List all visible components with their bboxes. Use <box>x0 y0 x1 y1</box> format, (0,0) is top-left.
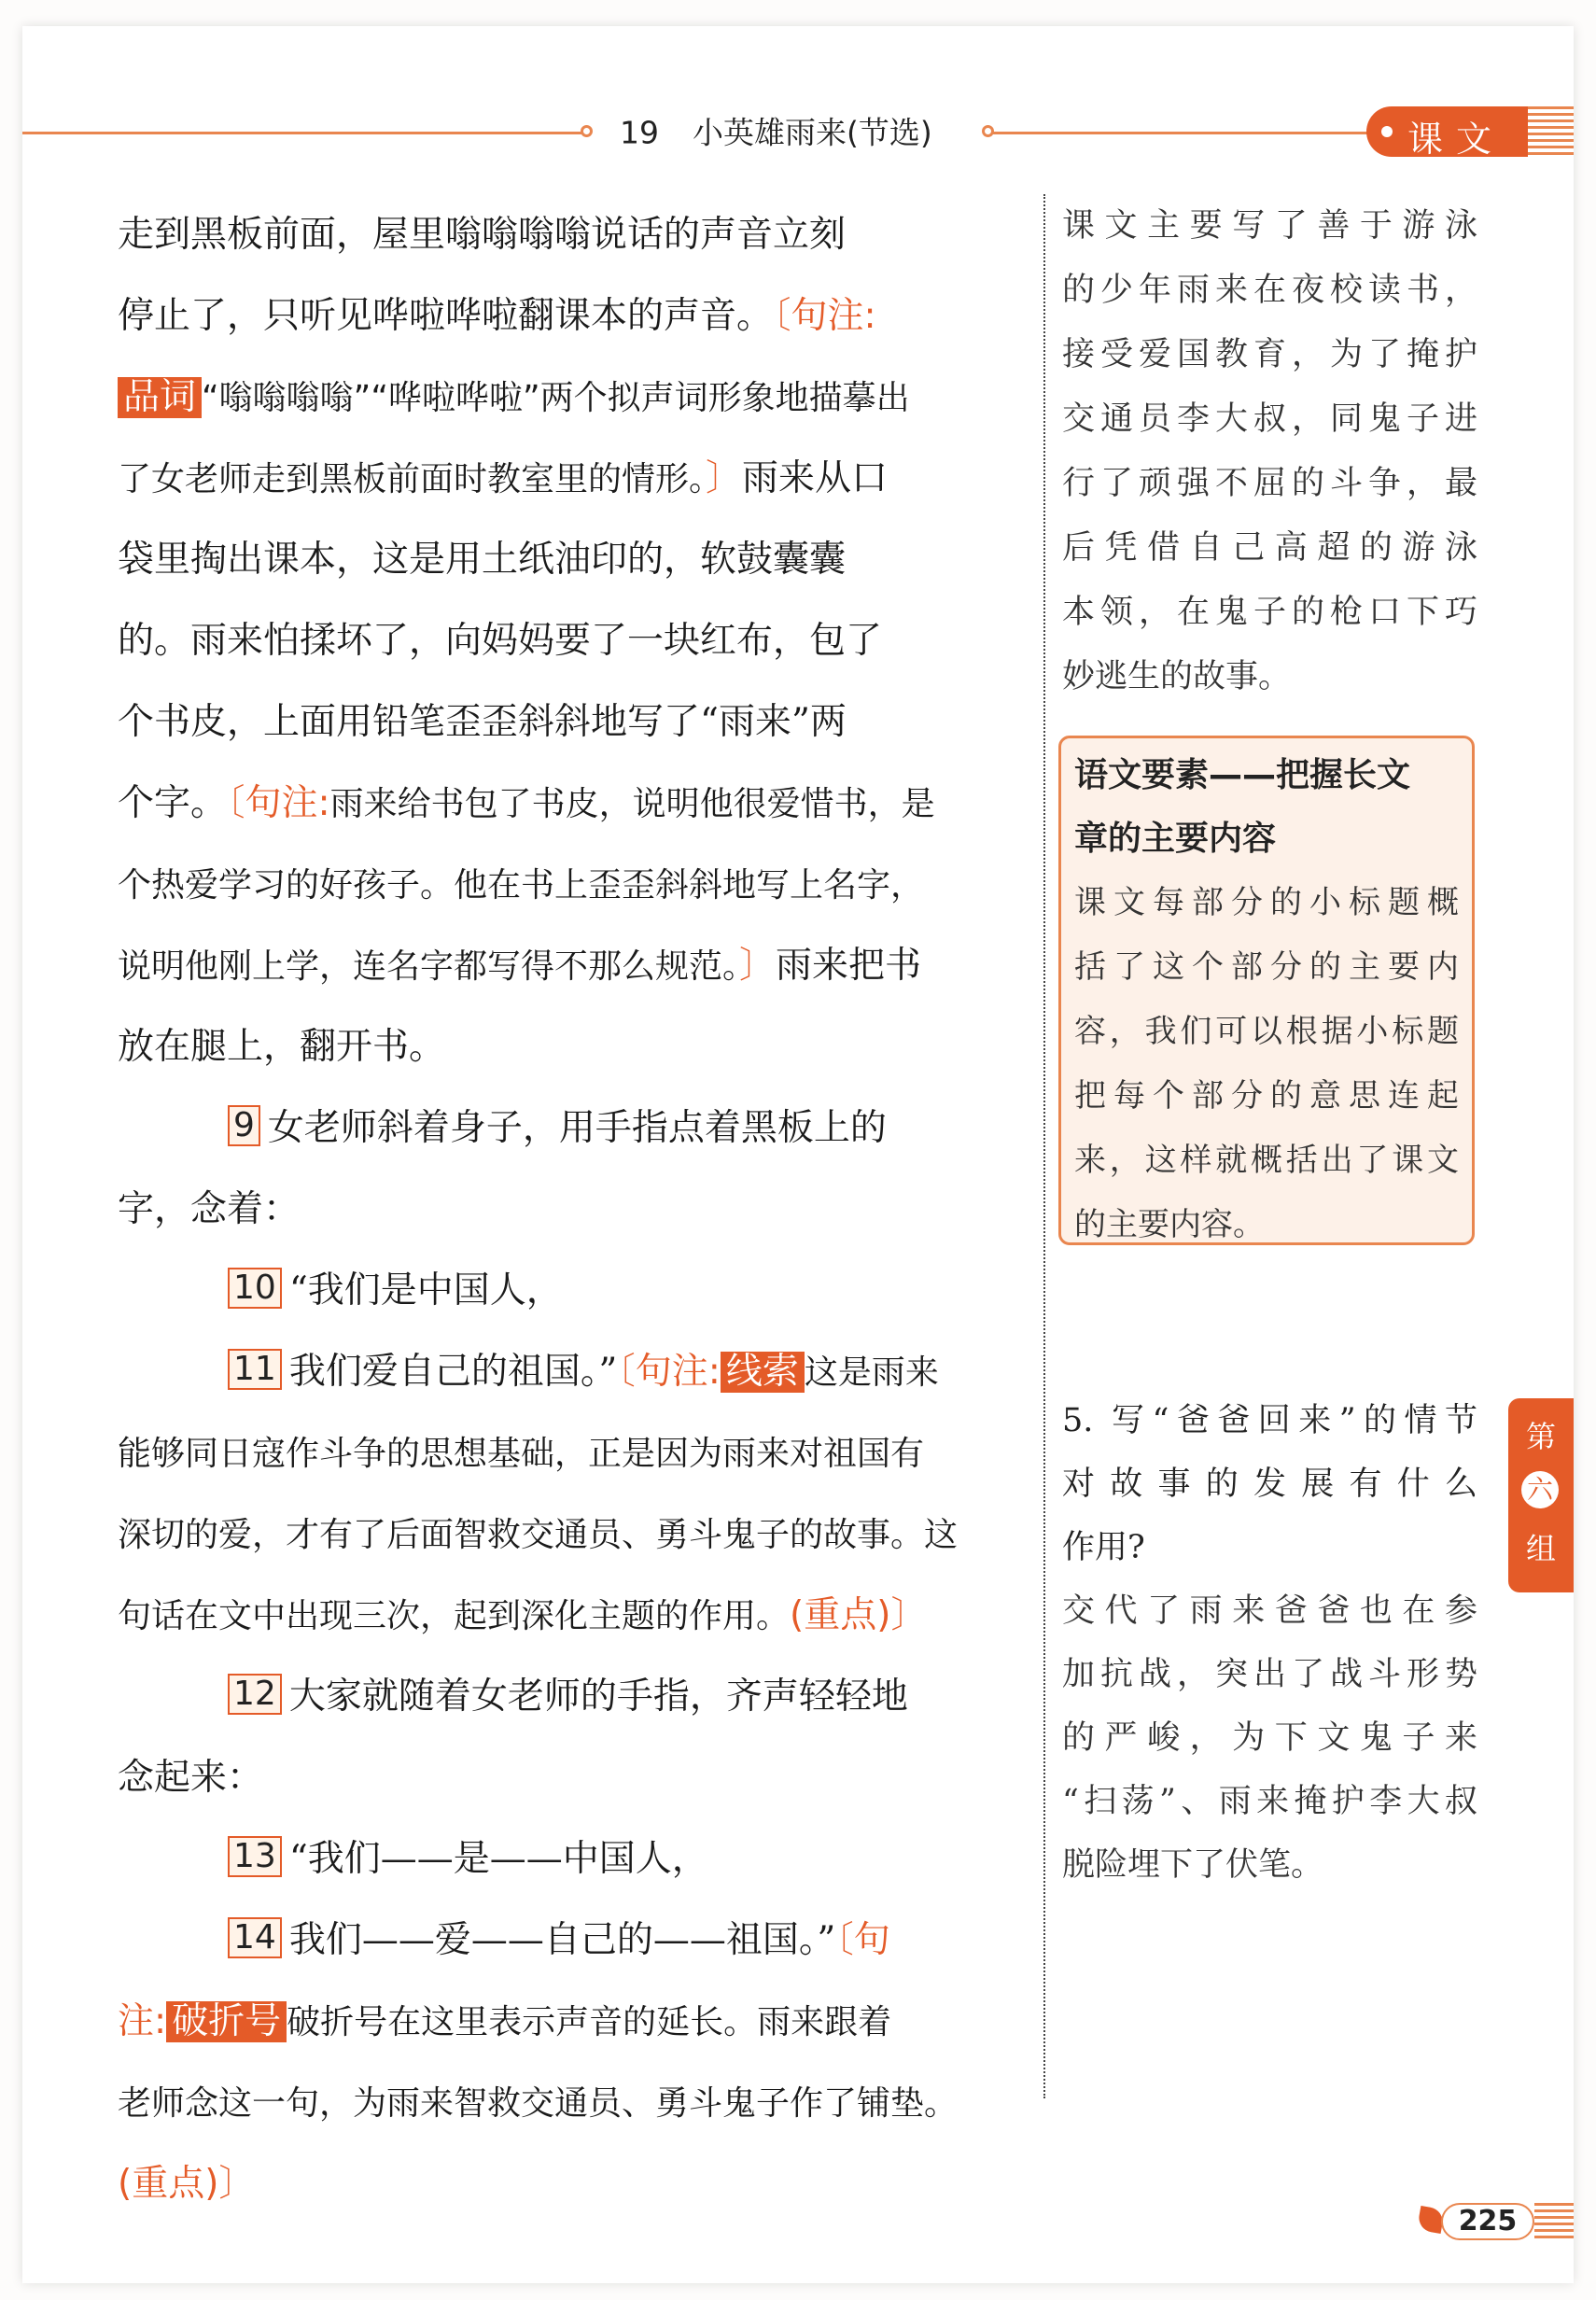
key-element-box <box>1058 736 1475 1245</box>
body-text: 停止了，只听见哗啦哗啦翻课本的声音。 <box>118 295 774 337</box>
text-line <box>118 763 1032 844</box>
body-text: 个字。 <box>118 782 228 824</box>
box-line: 括了这个部分的主要内 <box>1074 948 1459 986</box>
paragraph-number: 9 <box>228 1105 260 1146</box>
paragraph-number: 12 <box>228 1674 282 1715</box>
text-line <box>118 1737 1032 1818</box>
annotation-text: 破折号在这里表示声音的延长。雨来跟着 <box>287 2003 892 2041</box>
summary-line: 后凭借自己高超的游泳 <box>1062 529 1477 567</box>
body-text: 我们爱自己的祖国。” <box>288 1351 618 1393</box>
body-text: “我们是中国人， <box>288 1269 563 1311</box>
text-line <box>118 1656 1032 1737</box>
text-line <box>118 194 1032 275</box>
summary-line: 交通员李大叔，同鬼子进 <box>1062 400 1477 438</box>
question-line: 作用? <box>1062 1529 1145 1566</box>
annotation-marker: 〕 <box>739 945 777 987</box>
section-tab-label: 课文 <box>1407 119 1505 160</box>
annotation-text: 老师念这一句，为雨来智救交通员、勇斗鬼子作了铺垫。 <box>118 2084 959 2123</box>
text-line <box>118 600 1032 681</box>
paragraph-number: 11 <box>228 1349 282 1390</box>
body-text: 大家就随着女老师的手指，齐声轻轻地 <box>288 1676 908 1718</box>
page-number-stripes <box>1534 2203 1574 2240</box>
annotation-tag: 破折号 <box>166 2001 287 2042</box>
lesson-heading <box>620 109 932 153</box>
unit-tab <box>1508 1398 1574 1592</box>
text-line <box>118 1494 1032 1575</box>
summary-line: 接受爱国教育，为了掩护 <box>1062 336 1477 373</box>
question-line: 5. 写“爸爸回来”的情节 <box>1062 1402 1477 1439</box>
annotation-text: 说明他刚上学，连名字都写得不那么规范。 <box>118 947 740 986</box>
annotation-marker: 〔句 <box>835 1919 890 1961</box>
body-text: 女老师斜着身子，用手指点着黑板上的 <box>267 1107 887 1149</box>
header-rule-dot-left <box>581 125 593 137</box>
lesson-title: 小英雄雨来(节选) <box>693 114 932 151</box>
question-block <box>1062 1389 1477 1897</box>
annotation-text: 深切的爱，才有了后面智救交通员、勇斗鬼子的故事。这 <box>118 1516 959 1554</box>
body-text: 念起来： <box>118 1757 264 1799</box>
text-line <box>118 1818 1032 1900</box>
body-text: 雨来把书 <box>776 945 922 987</box>
section-tab-stripes <box>1528 106 1574 157</box>
body-text: 我们——爱——自己的——祖国。” <box>288 1919 836 1961</box>
text-line <box>118 1331 1032 1412</box>
summary-line: 本领，在鬼子的枪口下巧 <box>1062 594 1477 631</box>
annotation-text: 了女老师走到黑板前面时教室里的情形。 <box>118 460 707 498</box>
annotation-marker: 〔句注: <box>227 782 330 824</box>
text-line <box>118 844 1032 925</box>
box-body <box>1074 871 1459 1257</box>
annotation-marker: 注: <box>118 2000 167 2042</box>
page-number: 225 <box>1441 2203 1534 2240</box>
column-divider <box>1043 194 1045 2098</box>
lesson-number: 19 <box>620 114 659 151</box>
answer-line: 脱险埋下了伏笔。 <box>1062 1846 1324 1884</box>
text-line <box>118 275 1032 357</box>
body-text: 字，念着： <box>118 1188 301 1230</box>
text-line <box>118 438 1032 519</box>
box-line: 容，我们可以根据小标题 <box>1074 1013 1459 1050</box>
box-line: 来，这样就概括出了课文 <box>1074 1142 1459 1179</box>
paragraph-number: 14 <box>228 1917 282 1958</box>
annotation-marker: 〔句注: <box>773 295 876 337</box>
box-line: 的主要内容。 <box>1074 1206 1265 1243</box>
box-line: 把每个部分的意思连起 <box>1074 1077 1459 1115</box>
text-line <box>118 1412 1032 1494</box>
header-rule-right <box>993 132 1368 134</box>
text-line <box>118 1900 1032 1981</box>
annotation-text: 雨来给书包了书皮，说明他很爱惜书，是 <box>329 785 935 823</box>
annotation-text: 能够同日寇作斗争的思想基础，正是因为雨来对祖国有 <box>118 1435 925 1473</box>
annotation-tag: 线索 <box>721 1352 805 1393</box>
question-line: 对故事的发展有什么 <box>1062 1466 1477 1503</box>
text-line <box>118 2062 1032 2143</box>
summary-line: 课文主要写了善于游泳 <box>1062 207 1477 245</box>
annotation-marker: 〕 <box>706 457 743 499</box>
unit-tab-number: 六 <box>1521 1471 1559 1508</box>
annotation-text: 个热爱学习的好孩子。他在书上歪歪斜斜地写上名字， <box>118 866 925 905</box>
summary-line: 行了顽强不屈的斗争，最 <box>1062 465 1477 502</box>
annotation-marker: (重点)〕 <box>790 1594 928 1636</box>
answer-line: 的严峻，为下文鬼子来 <box>1062 1719 1477 1757</box>
main-text-column <box>118 194 1032 2224</box>
box-title-line-1: 语文要素——把握长文 <box>1074 756 1411 794</box>
body-text: “我们——是——中国人， <box>288 1838 708 1880</box>
textbook-page <box>22 26 1574 2283</box>
text-line <box>118 925 1032 1006</box>
annotation-text: “嗡嗡嗡嗡”“哗啦哗啦”两个拟声词形象地描摹出 <box>202 379 910 417</box>
annotation-text: 句话在文中出现三次，起到深化主题的作用。 <box>118 1597 791 1635</box>
text-line <box>118 1981 1032 2062</box>
body-text: 走到黑板前面，屋里嗡嗡嗡嗡说话的声音立刻 <box>118 214 847 256</box>
box-line: 课文每部分的小标题概 <box>1074 884 1459 921</box>
answer-line: “扫荡”、雨来掩护李大叔 <box>1062 1783 1477 1820</box>
annotation-marker: 〔句注: <box>617 1351 721 1393</box>
text-line <box>118 357 1032 438</box>
unit-tab-prefix: 第 <box>1525 1419 1556 1454</box>
text-line <box>118 1169 1032 1250</box>
summary-line: 的少年雨来在夜校读书， <box>1062 272 1477 309</box>
text-line <box>118 1006 1032 1087</box>
annotation-text: 这是雨来 <box>804 1353 939 1392</box>
body-text: 雨来从口 <box>742 457 889 499</box>
annotation-tag: 品词 <box>118 377 202 418</box>
paragraph-number: 13 <box>228 1836 282 1877</box>
paragraph-number: 10 <box>228 1268 282 1309</box>
text-line <box>118 1087 1032 1169</box>
text-line <box>118 519 1032 600</box>
section-tab <box>1366 106 1530 160</box>
answer-line: 加抗战，突出了战斗形势 <box>1062 1656 1477 1693</box>
body-text: 个书皮，上面用铅笔歪歪斜斜地写了“雨来”两 <box>118 701 847 743</box>
answer-line: 交代了雨来爸爸也在参 <box>1062 1592 1477 1630</box>
body-text: 放在腿上，翻开书。 <box>118 1026 446 1068</box>
body-text: 的。雨来怕揉坏了，向妈妈要了一块红布，包了 <box>118 620 883 662</box>
unit-tab-suffix: 组 <box>1525 1531 1556 1566</box>
lesson-summary <box>1062 194 1477 709</box>
text-line <box>118 1250 1032 1331</box>
summary-line: 妙逃生的故事。 <box>1062 658 1292 695</box>
box-title-line-2: 章的主要内容 <box>1074 820 1277 858</box>
text-line <box>118 681 1032 763</box>
text-line <box>118 2143 1032 2224</box>
body-text: 袋里掏出课本，这是用土纸油印的，软鼓囊囊 <box>118 539 847 581</box>
header-rule-left <box>22 132 582 134</box>
section-tab-dot <box>1381 126 1393 137</box>
text-line <box>118 1575 1032 1656</box>
annotation-marker: (重点)〕 <box>118 2163 256 2205</box>
